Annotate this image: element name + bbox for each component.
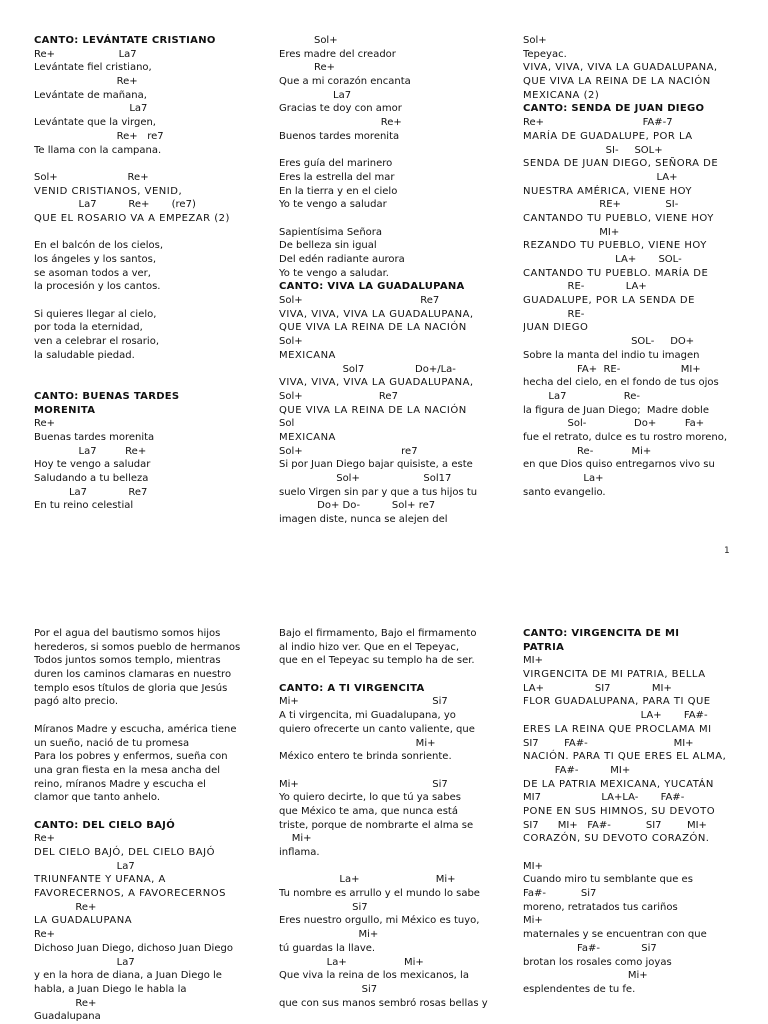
lyric-line: suelo Virgen sin par y que a tus hijos tu [279,486,478,498]
lyric-line: que México te ama, que nunca está [279,805,458,817]
lyric-line: duren los caminos clamaras en nuestro [34,669,232,681]
lyric-line: Míranos Madre y escucha, américa tiene [34,723,237,735]
lyric-line: ERES LA REINA QUE PROCLAMA MI [523,723,712,735]
lyric-line: FA+ RE- MI+ [523,363,701,375]
lyric-line: MEXICANA [279,431,336,443]
lyric-line: reino, míranos Madre y escucha el [34,778,206,790]
lyric-line: por toda la eternidad, [34,322,143,334]
blank-line [34,363,262,377]
lyric-line: herederos, si somos pueblo de hermanos [34,641,241,653]
lyric-line: Cuando miro tu semblante que es [523,874,693,886]
blank-line [279,668,507,682]
lyric-line: QUE VIVA LA REINA DE LA NACIÓN [279,404,467,416]
column-middle [279,34,507,527]
lyric-line: Sol+ Re7 [279,390,398,402]
lyric-line: DE LA PATRIA MEXICANA, YUCATÁN [523,778,714,790]
lyric-line: PONE EN SUS HIMNOS, SU DEVOTO [523,805,716,817]
lyric-line: Buenos tardes morenita [279,130,400,142]
lyric-line: A ti virgencita, mi Guadalupana, yo [279,710,456,722]
lyric-line: La7 [279,89,352,101]
lyric-line: Saludando a tu belleza [34,473,149,484]
lyric-line: Re+ FA#-7 [523,117,673,129]
lyric-line: fue el retrato, dulce es tu rostro moreno, [523,431,728,443]
lyric-line: Levántate fiel cristiano, [34,62,152,74]
lyric-line: Mi+ [279,929,379,941]
lyric-line: FAVORECERNOS, A FAVORECERNOS [34,888,226,900]
lyric-line: MI+ [523,655,543,667]
lyric-line: Sol+ [279,35,338,46]
lyric-line: quiero ofrecerte un canto valiente, que [279,723,475,735]
lyric-line: La+ Mi+ [279,874,456,886]
lyric-line: Que viva la reina de los mexicanos, la [279,970,469,982]
lyric-line: Bajo el firmamento, Bajo el firmamento [279,628,477,639]
lyric-line: se asoman todos a ver, [34,267,151,279]
lyric-line: Dichoso Juan Diego, dichoso Juan Diego [34,942,233,954]
lyric-line: la saludable piedad. [34,349,135,361]
lyric-line: Si7 [279,901,368,913]
blank-line [279,764,507,778]
song-title: CANTO: DEL CIELO BAJÓ [34,819,176,831]
lyric-line: moreno, retratados tus cariños [523,901,678,913]
lyric-line: Do+ Do- Sol+ re7 [279,500,436,512]
lyric-line: imagen diste, nunca se alejen del [279,514,448,526]
lyric-line: maternales y se encuentran con que [523,929,707,941]
lyric-line: LA+ FA#- [523,710,708,722]
lyric-line: Mi+ [523,970,648,982]
lyric-line: Te llama con la campana. [34,144,162,156]
lyric-line: Sol+ Sol17 [279,473,452,484]
lyric-line: CANTANDO TU PUEBLO, VIENE HOY [523,212,714,224]
lyric-line: Re+ [34,901,97,913]
lyric-line: Eres la estrella del mar [279,171,395,183]
lyric-line: y en la hora de diana, a Juan Diego le [34,970,222,982]
lyric-line: Fa#- Si7 [523,942,657,954]
lyric-line: inflama. [279,847,320,858]
lyric-line: MI+ [523,226,620,238]
lyric-line: en que Dios quiso entregarnos vivo su [523,459,715,471]
lyric-line: SI- SOL+ [523,144,663,156]
lyric-line: NUESTRA AMÉRICA, VIENE HOY [523,185,693,197]
blank-line [279,212,507,226]
lyric-line: VIRGENCITA DE MI PATRIA, BELLA [523,669,706,681]
lyric-line: La7 Re- [523,390,640,402]
lyric-line: Re+ [279,117,402,129]
lyric-line: Re+ La7 [34,48,137,60]
lyric-line: Para los pobres y enfermos, sueña con [34,751,228,763]
lyric-line: VENID CRISTIANOS, VENID, [34,185,183,197]
lyric-line: Sol+ Re7 [279,295,440,307]
lyric-line: Levántate de mañana, [34,89,147,101]
lyric-line: De belleza sin igual [279,240,377,252]
lyric-line: habla, a Juan Diego le habla la [34,983,187,995]
lyric-line: la figura de Juan Diego; Madre doble [523,404,709,416]
lyric-line: Hoy te vengo a saludar [34,459,151,471]
lyric-line: Re+ [34,929,56,941]
lyric-line: la procesión y los cantos. [34,281,161,293]
lyric-line: RE- [523,308,585,320]
lyric-line: LA+ [523,171,678,183]
lyric-line: MEXICANA [279,349,336,361]
lyric-line: brotan los rosales como joyas [523,956,672,968]
lyric-line: clamor que tanto anhelo. [34,792,161,804]
lyric-line: una gran fiesta en la mesa ancha del [34,764,221,776]
lyric-line: Si por Juan Diego bajar quisiste, a este [279,459,473,471]
lyric-line: Yo quiero decirte, lo que tú ya sabes [279,792,462,804]
lyric-line: Re+ [34,997,97,1009]
lyric-line: SI7 MI+ FA#- SI7 MI+ [523,819,707,831]
lyric-line: Sol+ [279,336,303,348]
lyric-line: GUADALUPE, POR LA SENDA DE [523,295,695,307]
lyric-line: Sol7 Do+/La- [279,363,456,375]
lyric-line: MI+ [523,860,543,872]
lyric-line: Levántate que la virgen, [34,117,156,129]
songbook-page-bottom [0,572,768,1024]
lyric-line: SENDA DE JUAN DIEGO, SEÑORA DE [523,158,719,170]
lyric-line: tú guardas la llave. [279,942,376,954]
lyric-line: Fa#- Si7 [523,888,597,900]
lyric-line: Mi+ Si7 [279,778,448,790]
lyric-line: ven a celebrar el rosario, [34,336,159,348]
song-title: CANTO: BUENAS TARDES [34,390,180,402]
lyric-line: Yo te vengo a saludar. [279,267,389,279]
lyric-line: Eres nuestro orgullo, mi México es tuyo, [279,915,480,927]
lyric-line: VIVA, VIVA, VIVA LA GUADALUPANA, [279,377,474,389]
page-number: 1 [724,546,730,556]
lyric-line: MARÍA DE GUADALUPE, POR LA [523,130,693,142]
song-title: CANTO: A TI VIRGENCITA [279,682,425,694]
lyric-line: México entero te brinda sonriente. [279,751,452,763]
lyric-line: La7 [34,860,135,872]
lyric-line: pagó alto precio. [34,696,119,708]
lyric-line: RE- LA+ [523,281,647,293]
song-title: CANTO: VIVA LA GUADALUPANA [279,281,465,293]
lyric-line: LA+ SI7 MI+ [523,682,672,694]
lyric-line: En la tierra y en el cielo [279,185,398,197]
column-right [523,627,751,997]
lyric-line: Re+ [34,833,56,845]
lyric-line: Mi+ Si7 [279,696,448,708]
lyric-line: QUE VIVA LA REINA DE LA NACIÓN [523,76,711,88]
lyric-line: La+ [523,473,604,484]
blank-line [34,157,262,171]
lyric-line: Eres guía del marinero [279,158,393,170]
song-title: MORENITA [34,404,96,416]
lyric-line: Tu nombre es arrullo y el mundo lo sabe [279,888,480,900]
lyric-line: MI7 LA+LA- FA#- [523,792,685,804]
lyric-line: esplendentes de tu fe. [523,983,636,995]
lyric-line: QUE VIVA LA REINA DE LA NACIÓN [279,322,467,334]
lyric-line: JUAN DIEGO [523,322,589,334]
lyric-line: LA GUADALUPANA [34,915,133,927]
lyric-line: santo evangelio. [523,486,606,498]
lyric-line: La7 [34,956,135,968]
lyric-line: La+ Mi+ [279,956,424,968]
lyric-line: CANTANDO TU PUEBLO. MARÍA DE [523,267,709,279]
lyric-line: Re+ re7 [34,130,164,142]
song-title: CANTO: LEVÁNTATE CRISTIANO [34,35,216,46]
blank-line [34,226,262,240]
lyric-line: La7 Re+ [34,445,147,457]
lyric-line: SI7 FA#- MI+ [523,737,694,749]
lyric-line: Sol- Do+ Fa+ [523,418,705,430]
lyric-line: En el balcón de los cielos, [34,240,164,252]
lyric-line: Re+ [34,418,56,430]
blank-line [34,709,262,723]
lyric-line: LA+ SOL- [523,254,682,265]
lyric-line: Re+ [34,76,138,88]
lyric-line: que con sus manos sembró rosas bellas y [279,997,488,1009]
lyric-line: VIVA, VIVA, VIVA LA GUADALUPANA, [279,308,474,320]
lyric-line: REZANDO TU PUEBLO, VIENE HOY [523,240,707,252]
lyric-line: Tepeyac. [523,48,567,60]
blank-line [34,805,262,819]
lyric-line: La7 Re7 [34,486,148,498]
lyric-line: FA#- MI+ [523,764,631,776]
lyric-line: DEL CIELO BAJÓ, DEL CIELO BAJÓ [34,847,215,858]
lyric-line: Que a mi corazón encanta [279,76,411,88]
lyric-line: un sueño, nació de tu promesa [34,737,190,749]
lyric-line: Gracias te doy con amor [279,103,402,115]
blank-line [279,860,507,874]
lyric-line: MEXICANA (2) [523,89,600,101]
lyric-line: Mi+ [523,915,543,927]
lyric-line: Sol [279,418,295,430]
song-title: CANTO: SENDA DE JUAN DIEGO [523,103,705,115]
column-left [34,627,262,1024]
lyric-line: los ángeles y los santos, [34,254,157,265]
lyric-line: Sapientísima Señora [279,226,383,238]
lyric-line: Por el agua del bautismo somos hijos [34,628,221,639]
lyric-line: Si quieres llegar al cielo, [34,308,157,320]
lyric-line: Sol+ re7 [279,445,418,457]
lyric-line: En tu reino celestial [34,500,134,512]
lyric-line: que en el Tepeyac su templo ha de ser. [279,655,475,667]
lyric-line: RE+ SI- [523,199,679,211]
lyric-line: templo esos títulos de gloria que Jesús [34,682,228,694]
lyric-line: La7 [34,103,148,115]
lyric-line: Re+ [279,62,335,74]
blank-line [34,376,262,390]
column-middle [279,627,507,1010]
lyric-line: Sobre la manta del indio tu imagen [523,349,700,361]
column-left [34,34,262,513]
lyric-line: NACIÓN. PARA TI QUE ERES EL ALMA, [523,751,727,763]
lyric-line: Mi+ [279,737,436,749]
lyric-line: triste, porque de nombrarte el alma se [279,819,474,831]
column-right [523,34,751,499]
blank-line [279,144,507,158]
lyric-line: SOL- DO+ [523,336,695,348]
song-title: PATRIA [523,641,565,653]
lyric-line: Sol+ [523,35,547,46]
lyric-line: TRIUNFANTE Y UFANA, A [34,874,166,886]
lyric-line: Eres madre del creador [279,48,396,60]
song-title: CANTO: VIRGENCITA DE MI [523,628,680,639]
lyric-line: Todos juntos somos templo, mientras [34,655,221,667]
lyric-line: Buenas tardes morenita [34,431,155,443]
lyric-line: VIVA, VIVA, VIVA LA GUADALUPANA, [523,62,718,74]
lyric-line: Guadalupana [34,1011,101,1023]
lyric-line: CORAZÓN, SU DEVOTO CORAZÓN. [523,833,710,845]
lyric-line: La7 Re+ (re7) [34,199,196,211]
blank-line [34,294,262,308]
lyric-line: FLOR GUADALUPANA, PARA TI QUE [523,696,711,708]
lyric-line: Del edén radiante aurora [279,254,405,265]
lyric-line: Si7 [279,983,378,995]
lyric-line: QUE EL ROSARIO VA A EMPEZAR (2) [34,212,230,224]
lyric-line: Sol+ Re+ [34,171,149,183]
lyric-line: al indio hizo ver. Que en el Tepeyac, [279,641,460,653]
blank-line [523,846,751,860]
lyric-line: Mi+ [279,833,312,845]
lyric-line: Yo te vengo a saludar [279,199,387,211]
lyric-line: hecha del cielo, en el fondo de tus ojos [523,377,719,389]
lyric-line: Re- Mi+ [523,445,652,457]
